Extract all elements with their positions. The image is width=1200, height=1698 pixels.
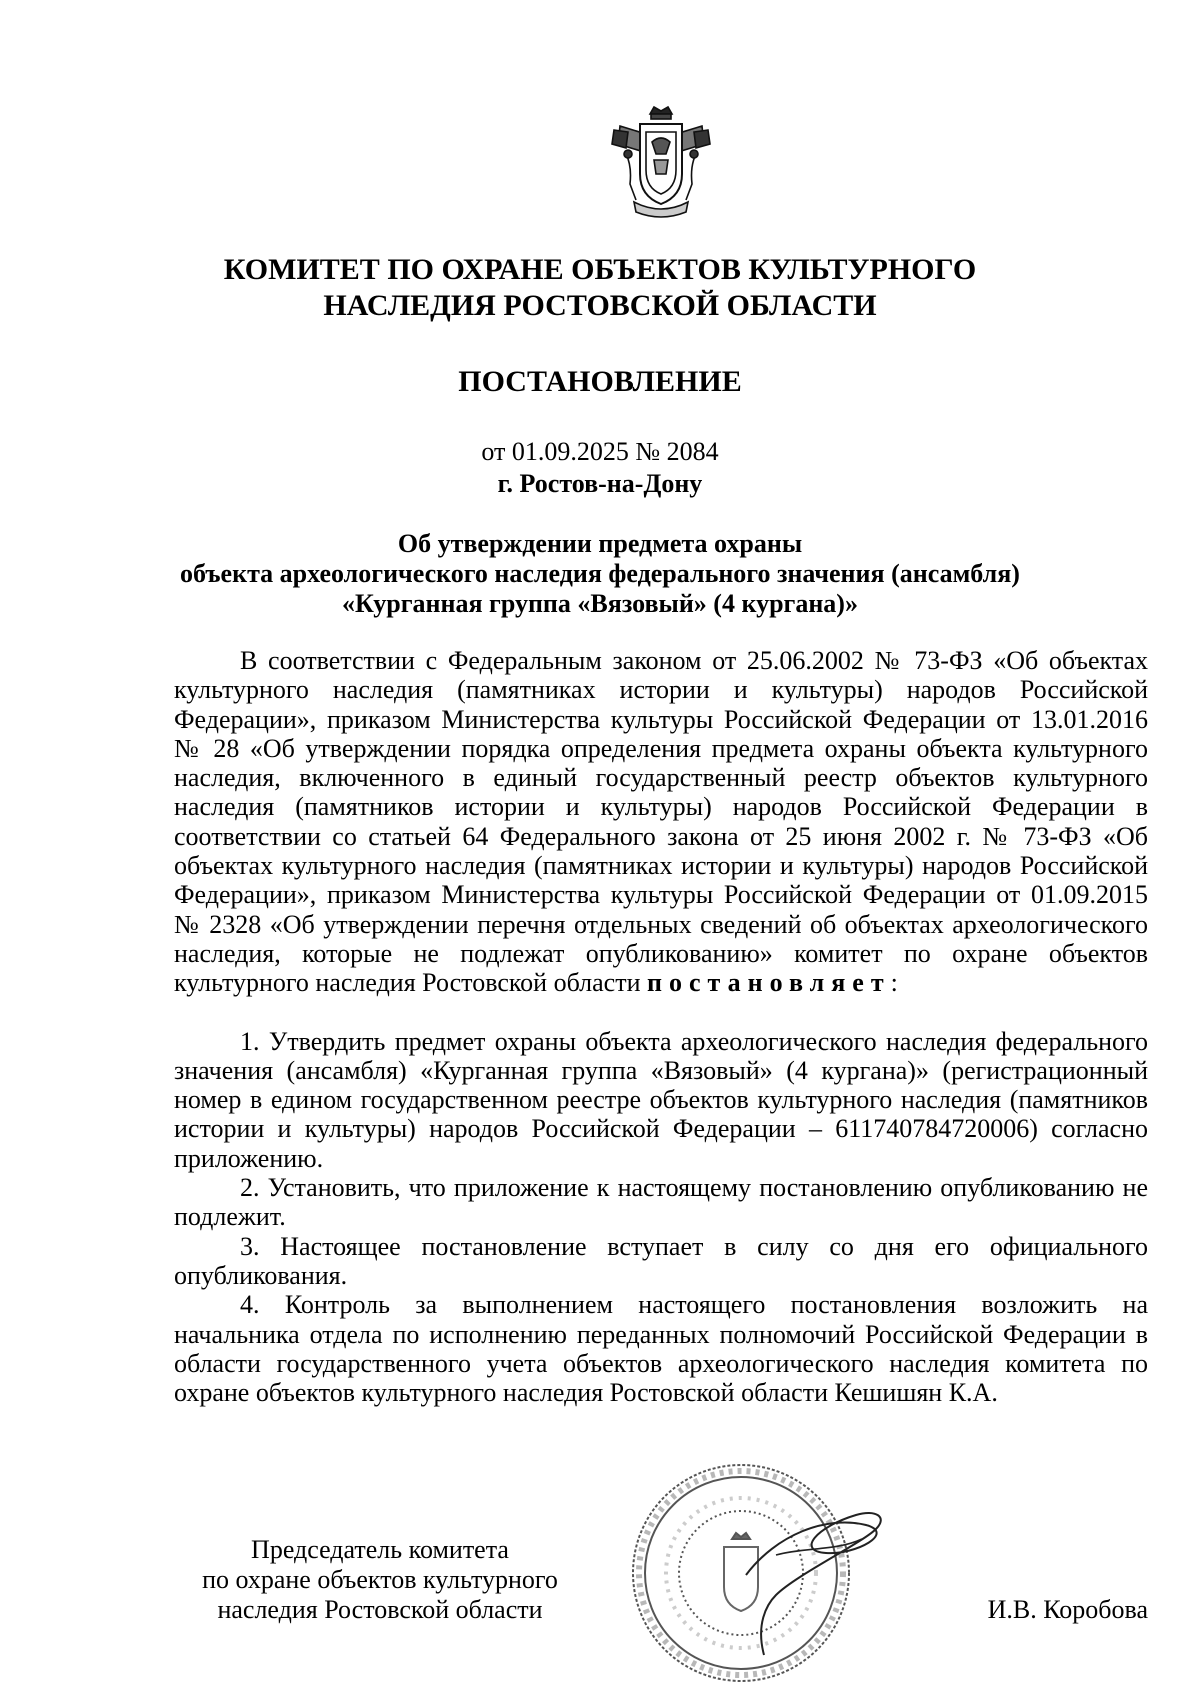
preamble-paragraph — [174, 646, 1148, 998]
signatory-title-line2: по охране объектов культурного — [202, 1565, 558, 1594]
signatory-name: И.В. Коробова — [987, 1595, 1148, 1624]
document-body — [174, 646, 1148, 1407]
signatory-title — [160, 1535, 600, 1625]
item-2: 2. Установить, что приложение к настоящему постановлению опубликованию не подлежит. — [174, 1173, 1148, 1232]
decree-word: постановляет — [647, 968, 891, 998]
organization-name-line1: КОМИТЕТ ПО ОХРАНЕ ОБЪЕКТОВ КУЛЬТУРНОГО — [223, 253, 977, 286]
organization-name — [0, 252, 1200, 324]
document-date-number: от 01.09.2025 № 2084 — [481, 437, 719, 466]
document-subject — [0, 529, 1200, 619]
signatory-title-line1: Председатель комитета — [251, 1535, 509, 1564]
preamble-end: : — [890, 968, 898, 998]
signatory-title-line3: наследия Ростовской области — [217, 1595, 543, 1624]
coat-of-arms-icon — [606, 104, 716, 222]
subject-line1: Об утверждении предмета охраны — [397, 529, 803, 558]
item-3: 3. Настоящее постановление вступает в силу со дня его официального опубликования. — [174, 1231, 1148, 1290]
organization-name-line2: НАСЛЕДИЯ РОСТОВСКОЙ ОБЛАСТИ — [323, 289, 877, 322]
seal-stamp-icon — [626, 1455, 906, 1685]
document-type: ПОСТАНОВЛЕНИЕ — [458, 365, 742, 398]
preamble-text: В соответствии с Федеральным законом от 25.06.2002 № 73-ФЗ «Об объектах культурного наследия (памятниках истории и культуры) народов Российской Федерации», приказом Министерства культуры Российской Федерации от 13.01.2016 № 28 «Об утверждении порядка определения предмета охраны объекта культурного наследия, включенного в единый государственный реестр объектов культурного наследия (памятников истории и культуры) народов Российской Федерации в соответствии со статьей 64 Федерального закона от 25 июня 2002 г. № 73-ФЗ «Об объектах культурного наследия (памятниках истории и культуры) народов Российской Федерации», приказом Министерства культуры Российской Федерации от 01.09.2015 № 2328 «Об утверждении перечня отдельных сведений об объектах археологического наследия, которые не подлежат опубликованию» комитет по охране объектов культурного наследия Ростовской области — [174, 646, 1148, 998]
item-4: 4. Контроль за выполнением настоящего постановления возложить на начальника отдела по исполнению переданных полномочий Российской Федерации в области государственного учета объектов археологического наследия комитета по охране объектов культурного наследия Ростовской области Кешишян К.А. — [174, 1290, 1148, 1408]
subject-line3: «Курганная группа «Вязовый» (4 кургана)» — [342, 589, 858, 618]
official-seal — [626, 1455, 906, 1685]
item-1: 1. Утвердить предмет охраны объекта археологического наследия федерального значения (ансамбля) «Курганная группа «Вязовый» (4 кургана)» (регистрационный номер в едином государственном реестре объектов культурного наследия (памятников истории и культуры) народов Российской Федерации – 611740784720006) согласно приложению. — [174, 1026, 1148, 1173]
document-place: г. Ростов-на-Дону — [497, 469, 703, 498]
coat-of-arms-emblem — [606, 104, 716, 222]
subject-line2: объекта археологического наследия федерального значения (ансамбля) — [180, 559, 1020, 588]
